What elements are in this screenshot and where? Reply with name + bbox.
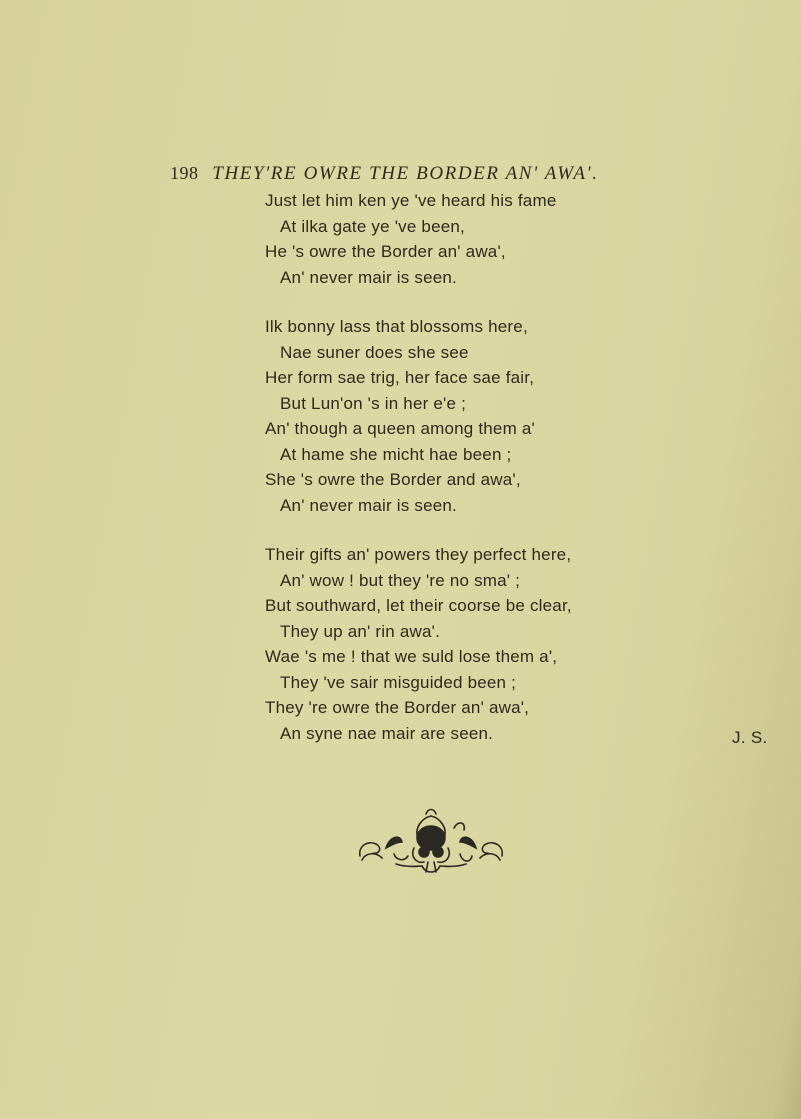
poem-line: They 're owre the Border an' awa', (265, 698, 530, 717)
running-title: THEY'RE OWRE THE BORDER AN' AWA'. (212, 163, 599, 184)
signature: J. S. (732, 728, 768, 747)
stanza (265, 314, 685, 518)
poem-line: Ilk bonny lass that blossoms here, (265, 317, 528, 336)
poem-line: At ilka gate ye 've been, (280, 216, 465, 236)
poem-line: Wae 's me ! that we suld lose them a', (265, 647, 558, 666)
poem-line: An' never mair is seen. (280, 495, 457, 515)
poem-line: She 's owre the Border and awa', (265, 470, 521, 489)
poem-line: An' though a queen among them a' (265, 419, 535, 438)
poem-line: At hame she micht hae been ; (280, 444, 512, 464)
poem-line: An syne nae mair are seen. (280, 723, 494, 743)
poem-line: An' wow ! but they 're no sma' ; (280, 570, 521, 590)
stanza (265, 542, 685, 746)
poem (265, 188, 685, 770)
floral-vignette-icon (356, 808, 506, 883)
poem-line: They 've sair misguided been ; (280, 672, 517, 692)
poem-line: But Lun'on 's in her e'e ; (280, 393, 466, 413)
poem-line: They up an' rin awa'. (280, 621, 440, 641)
page-number: 198 (170, 163, 199, 183)
running-header (170, 163, 599, 185)
stanza (265, 188, 685, 290)
poem-line: Her form sae trig, her face sae fair, (265, 368, 535, 387)
poem-line: Their gifts an' powers they perfect here, (265, 545, 572, 564)
poem-line: Nae suner does she see (280, 342, 469, 362)
poem-line: Just let him ken ye 've heard his fame (265, 191, 557, 210)
poem-line: He 's owre the Border an' awa', (265, 242, 506, 261)
poem-line: An' never mair is seen. (280, 267, 457, 287)
poem-line: But southward, let their coorse be clear, (265, 596, 572, 615)
